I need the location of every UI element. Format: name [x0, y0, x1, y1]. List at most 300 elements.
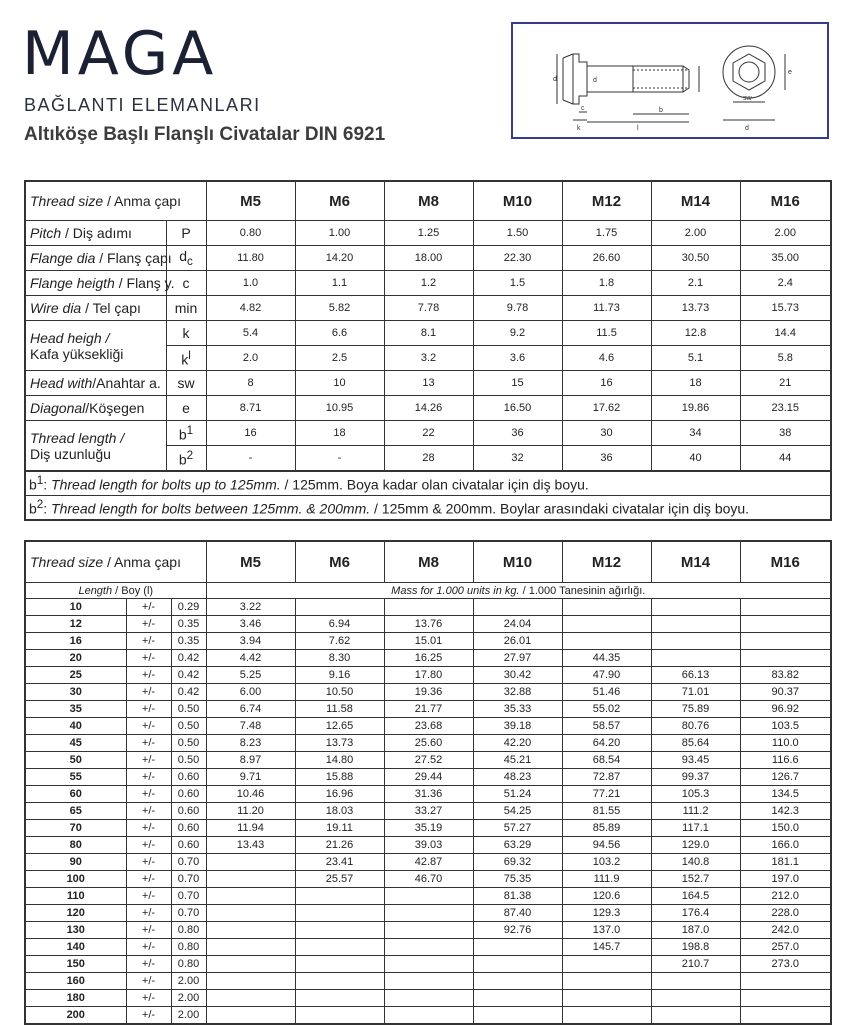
mass-row-value: 103.5	[740, 718, 831, 735]
spec-row-symbol: $b^1$	[166, 421, 206, 446]
mass-row-value	[473, 939, 562, 956]
mass-row-value: 23.41	[295, 854, 384, 871]
mass-row-pm: +/-	[126, 701, 171, 718]
mass-row-value: 30.42	[473, 667, 562, 684]
mass-subheader-row	[25, 583, 831, 599]
mass-row-value: 39.03	[384, 837, 473, 854]
mass-row-value: 126.7	[740, 769, 831, 786]
drawing-label-c: c	[581, 105, 585, 112]
mass-row-value	[206, 905, 295, 922]
mass-size-m10: M10	[473, 541, 562, 583]
spec-row-value: 8.1	[384, 321, 473, 346]
mass-row-length: 80	[25, 837, 126, 854]
mass-row-tolerance: 0.50	[171, 752, 206, 769]
mass-row-value: 6.74	[206, 701, 295, 718]
mass-row	[25, 837, 831, 854]
spec-row-value: 1.00	[295, 221, 384, 246]
mass-row-value: 68.54	[562, 752, 651, 769]
mass-row-pm: +/-	[126, 803, 171, 820]
mass-row-value: 142.3	[740, 803, 831, 820]
mass-row-value: 87.40	[473, 905, 562, 922]
mass-row-value: 35.19	[384, 820, 473, 837]
mass-row-value	[740, 990, 831, 1007]
mass-row-value: 75.89	[651, 701, 740, 718]
mass-row-value	[740, 633, 831, 650]
mass-row-value	[651, 973, 740, 990]
spec-row-value: 5.4	[206, 321, 295, 346]
mass-row-value: 212.0	[740, 888, 831, 905]
spec-row-label: Head with/Anahtar a.	[25, 371, 166, 396]
mass-row-value	[562, 956, 651, 973]
mass-row-value: 45.21	[473, 752, 562, 769]
mass-row-value: 13.76	[384, 616, 473, 633]
mass-row-tolerance: 0.50	[171, 735, 206, 752]
mass-row-value: 257.0	[740, 939, 831, 956]
mass-row-value	[473, 990, 562, 1007]
mass-row-value	[473, 1007, 562, 1025]
mass-row-value	[295, 990, 384, 1007]
spec-row-value: 14.4	[740, 321, 831, 346]
mass-row-value: 11.58	[295, 701, 384, 718]
spec-row-value: 13	[384, 371, 473, 396]
mass-row-value: 19.11	[295, 820, 384, 837]
mass-row-value: 176.4	[651, 905, 740, 922]
drawing-label-d1: d	[553, 76, 557, 83]
mass-row-pm: +/-	[126, 922, 171, 939]
mass-row-value	[473, 973, 562, 990]
spec-size-m14: M14	[651, 181, 740, 221]
mass-row-value: 3.46	[206, 616, 295, 633]
spec-row-value: 36	[562, 446, 651, 472]
spec-row	[25, 421, 831, 446]
spec-row-value: 22	[384, 421, 473, 446]
mass-row-value: 18.03	[295, 803, 384, 820]
mass-row-value: 21.26	[295, 837, 384, 854]
spec-row	[25, 396, 831, 421]
mass-row-value: 7.62	[295, 633, 384, 650]
mass-row-value: 33.27	[384, 803, 473, 820]
mass-row-tolerance: 0.35	[171, 633, 206, 650]
mass-row-value	[384, 973, 473, 990]
mass-row-value: 42.87	[384, 854, 473, 871]
mass-row-pm: +/-	[126, 956, 171, 973]
mass-row-value	[562, 616, 651, 633]
mass-row-value: 16.96	[295, 786, 384, 803]
mass-row-value	[206, 990, 295, 1007]
length-label: Length / Boy (l)	[25, 583, 206, 599]
spec-row-value: 2.0	[206, 346, 295, 371]
spec-row-value: 2.1	[651, 271, 740, 296]
mass-row-value: 145.7	[562, 939, 651, 956]
mass-row-pm: +/-	[126, 769, 171, 786]
mass-row-tolerance: 0.29	[171, 599, 206, 616]
mass-row-value: 77.21	[562, 786, 651, 803]
spec-row	[25, 296, 831, 321]
mass-row-value: 19.36	[384, 684, 473, 701]
mass-row-length: 130	[25, 922, 126, 939]
mass-row-value: 9.16	[295, 667, 384, 684]
spec-row	[25, 321, 831, 346]
spec-row-value: -	[295, 446, 384, 472]
mass-row-value	[473, 599, 562, 616]
spec-row-label: Pitch / Diş adımı	[25, 221, 166, 246]
mass-row-tolerance: 0.60	[171, 769, 206, 786]
spec-row-symbol: c	[166, 271, 206, 296]
mass-row-pm: +/-	[126, 973, 171, 990]
mass-row-length: 100	[25, 871, 126, 888]
spec-size-m12: M12	[562, 181, 651, 221]
spec-row-value: 11.5	[562, 321, 651, 346]
mass-row-value: 3.22	[206, 599, 295, 616]
mass-row	[25, 854, 831, 871]
spec-row-value: 11.73	[562, 296, 651, 321]
mass-size-m12: M12	[562, 541, 651, 583]
mass-row-value: 6.00	[206, 684, 295, 701]
spec-row-value: 44	[740, 446, 831, 472]
mass-row-tolerance: 0.50	[171, 701, 206, 718]
mass-row	[25, 956, 831, 973]
spec-row-value: 1.1	[295, 271, 384, 296]
mass-row-length: 20	[25, 650, 126, 667]
mass-row-tolerance: 0.50	[171, 718, 206, 735]
note-b2-text: $b^2$: Thread length for bolts between 125mm. & 200mm. / 125mm & 200mm. Boylar arasındaki civatalar için diş boyu.	[25, 496, 831, 521]
mass-row-length: 180	[25, 990, 126, 1007]
mass-row-pm: +/-	[126, 667, 171, 684]
mass-row-value: 24.04	[473, 616, 562, 633]
mass-size-m8: M8	[384, 541, 473, 583]
mass-row-value	[651, 633, 740, 650]
mass-row-length: 65	[25, 803, 126, 820]
mass-row-value	[651, 990, 740, 1007]
spec-row-value: -	[206, 446, 295, 472]
mass-row-value	[384, 956, 473, 973]
mass-row-value: 23.68	[384, 718, 473, 735]
mass-row-tolerance: 0.60	[171, 803, 206, 820]
mass-row	[25, 769, 831, 786]
technical-drawing	[511, 22, 829, 139]
mass-row	[25, 667, 831, 684]
mass-row	[25, 599, 831, 616]
drawing-label-e: e	[788, 69, 792, 76]
mass-row-pm: +/-	[126, 718, 171, 735]
spec-row-value: 11.80	[206, 246, 295, 271]
spec-row-label: Thread length / Diş uzunluğu	[25, 421, 166, 472]
mass-row-value	[473, 956, 562, 973]
mass-row	[25, 786, 831, 803]
spec-row-value: 15	[473, 371, 562, 396]
mass-row-value	[562, 599, 651, 616]
mass-row-value: 64.20	[562, 735, 651, 752]
mass-row-value: 66.13	[651, 667, 740, 684]
mass-row-value: 80.76	[651, 718, 740, 735]
spec-row-value: 14.26	[384, 396, 473, 421]
mass-row-length: 60	[25, 786, 126, 803]
mass-row-value: 51.46	[562, 684, 651, 701]
mass-row-value: 110.0	[740, 735, 831, 752]
mass-row-tolerance: 0.42	[171, 650, 206, 667]
spec-row-value: 3.2	[384, 346, 473, 371]
mass-row-value: 129.0	[651, 837, 740, 854]
drawing-label-l: l	[637, 125, 639, 132]
spec-row-value: 18.00	[384, 246, 473, 271]
spec-row-value: 5.8	[740, 346, 831, 371]
mass-row-value: 81.55	[562, 803, 651, 820]
mass-row	[25, 650, 831, 667]
mass-row-length: 16	[25, 633, 126, 650]
spec-row-value: 7.78	[384, 296, 473, 321]
mass-row-value	[206, 973, 295, 990]
spec-row-value: 40	[651, 446, 740, 472]
mass-row-value: 39.18	[473, 718, 562, 735]
spec-row-value: 3.6	[473, 346, 562, 371]
mass-row-pm: +/-	[126, 633, 171, 650]
mass-row-value	[651, 1007, 740, 1025]
mass-row	[25, 990, 831, 1007]
spec-row-value: 23.15	[740, 396, 831, 421]
mass-row-value: 25.60	[384, 735, 473, 752]
mass-row-value	[740, 973, 831, 990]
mass-row-value: 85.89	[562, 820, 651, 837]
mass-row	[25, 633, 831, 650]
spec-row-value: 28	[384, 446, 473, 472]
mass-row-value: 198.8	[651, 939, 740, 956]
mass-row-value: 46.70	[384, 871, 473, 888]
mass-row-value	[384, 922, 473, 939]
mass-row	[25, 973, 831, 990]
spec-row-value: 21	[740, 371, 831, 396]
mass-row-value: 31.36	[384, 786, 473, 803]
mass-row-value: 83.82	[740, 667, 831, 684]
mass-row-length: 40	[25, 718, 126, 735]
mass-row-length: 12	[25, 616, 126, 633]
mass-row	[25, 616, 831, 633]
mass-row-value: 137.0	[562, 922, 651, 939]
spec-row-symbol: $d_c$	[166, 246, 206, 271]
mass-row-value: 4.42	[206, 650, 295, 667]
spec-row-value: 35.00	[740, 246, 831, 271]
mass-row-value: 55.02	[562, 701, 651, 718]
mass-row-tolerance: 0.70	[171, 905, 206, 922]
mass-row-pm: +/-	[126, 837, 171, 854]
mass-row-value	[295, 922, 384, 939]
mass-row-value: 93.45	[651, 752, 740, 769]
spec-table	[24, 180, 832, 521]
spec-row-value: 2.5	[295, 346, 384, 371]
mass-size-m16: M16	[740, 541, 831, 583]
drawing-label-k: k	[577, 125, 581, 132]
spec-row-symbol: $k^l$	[166, 346, 206, 371]
mass-row-value: 8.30	[295, 650, 384, 667]
spec-row-value: 16.50	[473, 396, 562, 421]
mass-row-value	[651, 650, 740, 667]
mass-row-length: 200	[25, 1007, 126, 1025]
bolt-drawing-svg	[513, 24, 827, 137]
spec-row-value: 34	[651, 421, 740, 446]
product-title: Altıköşe Başlı Flanşlı Civatalar DIN 6921	[24, 124, 386, 145]
mass-row-value: 25.57	[295, 871, 384, 888]
mass-row-value: 81.38	[473, 888, 562, 905]
spec-row-value: 0.80	[206, 221, 295, 246]
mass-row-value: 72.87	[562, 769, 651, 786]
mass-row-value	[206, 939, 295, 956]
mass-row-value: 12.65	[295, 718, 384, 735]
mass-row-value: 35.33	[473, 701, 562, 718]
mass-row-tolerance: 0.60	[171, 820, 206, 837]
spec-row-label: Head heigh / Kafa yüksekliği	[25, 321, 166, 371]
mass-row-length: 55	[25, 769, 126, 786]
mass-row-value	[295, 973, 384, 990]
mass-row-value: 85.64	[651, 735, 740, 752]
spec-row-value: 1.50	[473, 221, 562, 246]
mass-row-pm: +/-	[126, 871, 171, 888]
mass-row-value: 242.0	[740, 922, 831, 939]
spec-row	[25, 271, 831, 296]
mass-row-value: 210.7	[651, 956, 740, 973]
mass-size-m14: M14	[651, 541, 740, 583]
mass-row-value: 105.3	[651, 786, 740, 803]
mass-row-pm: +/-	[126, 905, 171, 922]
mass-header-row	[25, 541, 831, 583]
mass-row-length: 70	[25, 820, 126, 837]
spec-note-b2	[25, 496, 831, 521]
spec-row-value: 13.73	[651, 296, 740, 321]
mass-row-value: 166.0	[740, 837, 831, 854]
mass-row-value: 273.0	[740, 956, 831, 973]
drawing-label-b: b	[659, 107, 663, 114]
mass-row	[25, 939, 831, 956]
spec-row-value: 14.20	[295, 246, 384, 271]
mass-row-length: 120	[25, 905, 126, 922]
mass-row-value: 27.97	[473, 650, 562, 667]
mass-row-value: 8.23	[206, 735, 295, 752]
mass-row-pm: +/-	[126, 786, 171, 803]
mass-row-value: 54.25	[473, 803, 562, 820]
mass-row-value: 116.6	[740, 752, 831, 769]
mass-row-value: 181.1	[740, 854, 831, 871]
mass-row-value: 129.3	[562, 905, 651, 922]
mass-row-value: 21.77	[384, 701, 473, 718]
spec-size-m5: M5	[206, 181, 295, 221]
mass-row-tolerance: 0.70	[171, 871, 206, 888]
spec-row-value: 30	[562, 421, 651, 446]
mass-row-value: 57.27	[473, 820, 562, 837]
mass-row-tolerance: 0.35	[171, 616, 206, 633]
mass-row-value	[295, 939, 384, 956]
mass-row-value: 111.9	[562, 871, 651, 888]
mass-row-value: 10.50	[295, 684, 384, 701]
mass-row-length: 45	[25, 735, 126, 752]
mass-row-value: 5.25	[206, 667, 295, 684]
mass-row-length: 10	[25, 599, 126, 616]
spec-row-value: 8.71	[206, 396, 295, 421]
mass-row-value	[384, 939, 473, 956]
spec-note-b1	[25, 471, 831, 496]
mass-row-pm: +/-	[126, 888, 171, 905]
spec-row-value: 2.4	[740, 271, 831, 296]
mass-row-value	[206, 922, 295, 939]
mass-row-value	[740, 599, 831, 616]
mass-row-value: 32.88	[473, 684, 562, 701]
spec-row-value: 1.2	[384, 271, 473, 296]
spec-row-value: 5.1	[651, 346, 740, 371]
mass-row-value: 58.57	[562, 718, 651, 735]
spec-row-value: 26.60	[562, 246, 651, 271]
mass-row-value	[206, 854, 295, 871]
mass-row	[25, 735, 831, 752]
mass-row-length: 90	[25, 854, 126, 871]
mass-row-value: 3.94	[206, 633, 295, 650]
spec-row-value: 38	[740, 421, 831, 446]
mass-row-value	[295, 1007, 384, 1025]
mass-row-value: 117.1	[651, 820, 740, 837]
spec-row-value: 16	[562, 371, 651, 396]
spec-row-value: 19.86	[651, 396, 740, 421]
mass-row-value: 96.92	[740, 701, 831, 718]
brand-logo: MAGA	[22, 19, 218, 89]
mass-row	[25, 701, 831, 718]
spec-row-value: 1.0	[206, 271, 295, 296]
mass-row-value	[206, 888, 295, 905]
mass-row-value: 13.73	[295, 735, 384, 752]
drawing-label-d2: d	[593, 77, 597, 84]
mass-row-value: 15.88	[295, 769, 384, 786]
mass-row-value: 92.76	[473, 922, 562, 939]
mass-row-value: 11.94	[206, 820, 295, 837]
spec-row-symbol: sw	[166, 371, 206, 396]
spec-size-m8: M8	[384, 181, 473, 221]
spec-row-label: Diagonal/Köşegen	[25, 396, 166, 421]
mass-size-m6: M6	[295, 541, 384, 583]
mass-row	[25, 888, 831, 905]
mass-row-value	[562, 1007, 651, 1025]
mass-row-value: 9.71	[206, 769, 295, 786]
mass-row-pm: +/-	[126, 820, 171, 837]
mass-row-value: 17.80	[384, 667, 473, 684]
mass-row-value: 15.01	[384, 633, 473, 650]
mass-row-value: 197.0	[740, 871, 831, 888]
mass-row-length: 30	[25, 684, 126, 701]
mass-row	[25, 684, 831, 701]
mass-row	[25, 803, 831, 820]
mass-row-value	[295, 905, 384, 922]
spec-row-value: 9.78	[473, 296, 562, 321]
mass-row-value: 29.44	[384, 769, 473, 786]
spec-row-value: 1.75	[562, 221, 651, 246]
mass-row-pm: +/-	[126, 650, 171, 667]
mass-row-value: 69.32	[473, 854, 562, 871]
mass-row-value	[295, 956, 384, 973]
mass-row-tolerance: 0.80	[171, 939, 206, 956]
mass-row-value	[384, 990, 473, 1007]
mass-row-length: 110	[25, 888, 126, 905]
mass-row-value: 13.43	[206, 837, 295, 854]
mass-row-pm: +/-	[126, 939, 171, 956]
mass-row-value: 152.7	[651, 871, 740, 888]
spec-row-symbol: P	[166, 221, 206, 246]
note-b1-text: $b^1$: Thread length for bolts up to 125mm. / 125mm. Boya kadar olan civatalar için diş boyu.	[25, 471, 831, 496]
mass-row-value: 120.6	[562, 888, 651, 905]
spec-row	[25, 371, 831, 396]
mass-row-value	[740, 650, 831, 667]
spec-row-symbol: k	[166, 321, 206, 346]
mass-row	[25, 922, 831, 939]
mass-row-value	[206, 871, 295, 888]
mass-row-value: 47.90	[562, 667, 651, 684]
mass-row-value: 228.0	[740, 905, 831, 922]
mass-row-value	[384, 599, 473, 616]
drawing-label-dc: d	[745, 125, 749, 132]
mass-row-value: 140.8	[651, 854, 740, 871]
